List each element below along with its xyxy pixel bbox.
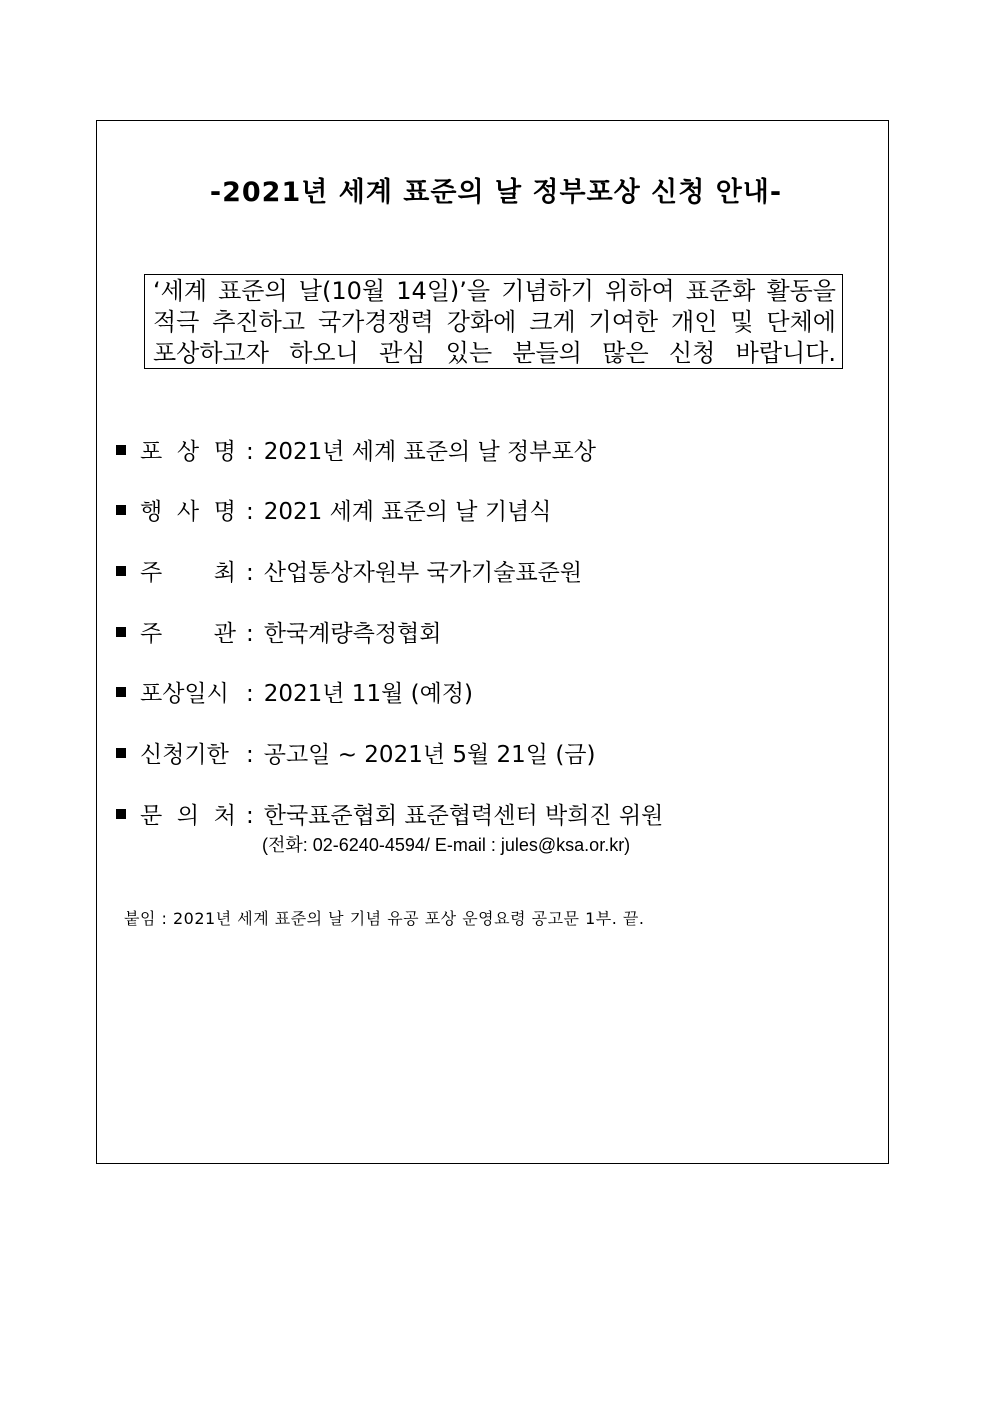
info-value: 한국표준협회 표준협력센터 박희진 위원 (263, 803, 664, 829)
info-label: 문 의 처 (140, 803, 236, 829)
square-bullet-icon (116, 687, 126, 697)
info-label: 신청기한 (140, 742, 229, 768)
info-colon: : (246, 742, 254, 768)
info-value: 2021년 세계 표준의 날 정부포상 (263, 439, 596, 465)
info-value: 공고일 ~ 2021년 5월 21일 (금) (263, 742, 596, 768)
info-row-host (116, 558, 582, 588)
contact-info: (전화: 02-6240-4594/ E-mail : jules@ksa.or.kr) (262, 835, 631, 855)
info-row-inquiry (116, 801, 663, 831)
info-label: 행 사 명 (140, 499, 236, 525)
info-colon: : (246, 621, 254, 647)
square-bullet-icon (116, 566, 126, 576)
info-label: 주 관 (140, 621, 236, 647)
info-row-deadline (116, 740, 595, 770)
square-bullet-icon (116, 505, 126, 515)
info-value: 2021 세계 표준의 날 기념식 (263, 499, 552, 525)
intro-line-1: ‘세계 표준의 날(10월 14일)’을 기념하기 위하여 표준화 활동을 (153, 277, 836, 305)
info-colon: : (246, 499, 254, 525)
info-value: 산업통상자원부 국가기술표준원 (263, 560, 583, 586)
info-row-award-date (116, 679, 473, 709)
intro-line-3: 포상하고자 하오니 관심 있는 분들의 많은 신청 바랍니다. (153, 339, 836, 367)
info-label: 포상일시 (140, 681, 229, 707)
info-row-event-name (116, 497, 552, 527)
info-colon: : (246, 439, 254, 465)
info-row-award-name (116, 437, 596, 467)
intro-box (144, 274, 843, 369)
square-bullet-icon (116, 748, 126, 758)
info-colon: : (246, 681, 254, 707)
intro-line-2: 적극 추진하고 국가경쟁력 강화에 크게 기여한 개인 및 단체에 (153, 308, 836, 336)
info-row-organizer (116, 619, 442, 649)
info-label: 주 최 (140, 560, 236, 586)
info-colon: : (246, 560, 254, 586)
square-bullet-icon (116, 627, 126, 637)
square-bullet-icon (116, 445, 126, 455)
document-title: -2021년 세계 표준의 날 정부포상 신청 안내- (209, 177, 783, 208)
info-label: 포 상 명 (140, 439, 236, 465)
square-bullet-icon (116, 809, 126, 819)
info-colon: : (246, 803, 254, 829)
attachment-note: 붙임 : 2021년 세계 표준의 날 기념 유공 포상 운영요령 공고문 1부. 끝. (124, 909, 645, 928)
info-value: 한국계량측정협회 (263, 621, 442, 647)
info-value: 2021년 11월 (예정) (263, 681, 473, 707)
